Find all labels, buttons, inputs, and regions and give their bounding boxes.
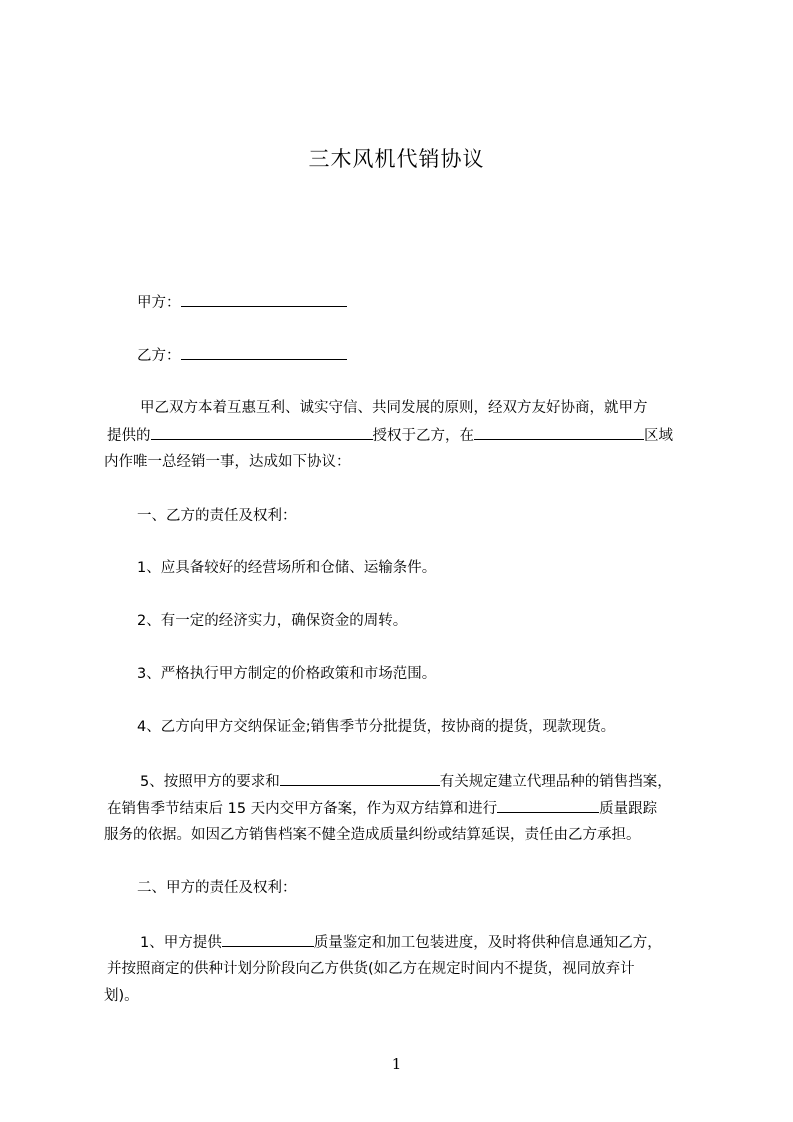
section-2-item-1-line-2: 并按照商定的供种计划分阶段向乙方供货(如乙方在规定时间内不提货，视同放弃计 bbox=[107, 961, 635, 977]
item-5-text-b: 有关规定建立代理品种的销售挡案， bbox=[439, 774, 672, 790]
product-blank bbox=[151, 425, 373, 440]
section-1-item-1: 1、应具备较好的经营场所和仓储、运输条件。 bbox=[137, 560, 437, 576]
item-5-text-a: 5、按照甲方的要求和 bbox=[140, 774, 280, 790]
item-5-text-c: 在销售季节结束后 15 天内交甲方备案，作为双方结算和进行 bbox=[107, 801, 498, 817]
regulation-blank bbox=[280, 771, 440, 786]
intro-text-region: 区域 bbox=[644, 428, 673, 444]
party-a-blank bbox=[181, 292, 347, 307]
section-1-item-2: 2、有一定的经济实力，确保资金的周转。 bbox=[137, 613, 408, 629]
section-1-heading: 一、乙方的责任及权利： bbox=[137, 508, 297, 524]
intro-text-authorized: 授权于乙方，在 bbox=[372, 428, 474, 444]
supply-blank bbox=[222, 932, 314, 947]
section-1-item-4: 4、乙方向甲方交纳保证金;销售季节分批提货，按协商的提货，现款现货。 bbox=[137, 719, 616, 735]
section-2-heading: 二、甲方的责任及权利： bbox=[137, 880, 297, 896]
intro-line-1: 甲乙双方本着互惠互利、诚实守信、共同发展的原则，经双方友好协商，就甲方 bbox=[140, 400, 648, 416]
party-a-line bbox=[137, 292, 347, 313]
section-2-item-1-line-1 bbox=[140, 932, 662, 953]
quality-blank bbox=[497, 798, 599, 813]
section-2-item-1-text-a: 1、甲方提供 bbox=[140, 935, 222, 951]
page-number: 1 bbox=[391, 1055, 402, 1073]
section-2-item-1-line-3: 划)。 bbox=[104, 988, 139, 1004]
party-b-label: 乙方： bbox=[137, 348, 181, 364]
section-2-item-1-text-b: 质量鉴定和加工包装进度，及时将供种信息通知乙方， bbox=[313, 935, 662, 951]
section-1-item-5-line-1 bbox=[140, 771, 672, 792]
party-b-line bbox=[137, 345, 347, 366]
section-1-item-5-line-2 bbox=[107, 798, 793, 819]
party-a-label: 甲方： bbox=[137, 295, 181, 311]
item-5-text-d: 质量跟踪 bbox=[599, 801, 658, 817]
region-blank bbox=[474, 425, 644, 440]
party-b-blank bbox=[181, 345, 347, 360]
intro-line-3: 内作唯一总经销一事，达成如下协议： bbox=[104, 454, 351, 470]
document-title: 三木风机代销协议 bbox=[308, 147, 485, 171]
intro-line-2 bbox=[107, 425, 793, 446]
section-1-item-5-line-3: 服务的依据。如因乙方销售档案不健全造成质量纠纷或结算延误，责任由乙方承担。 bbox=[104, 827, 641, 843]
section-1-item-3: 3、严格执行甲方制定的价格政策和市场范围。 bbox=[137, 666, 437, 682]
intro-text-provided: 提供的 bbox=[107, 428, 151, 444]
